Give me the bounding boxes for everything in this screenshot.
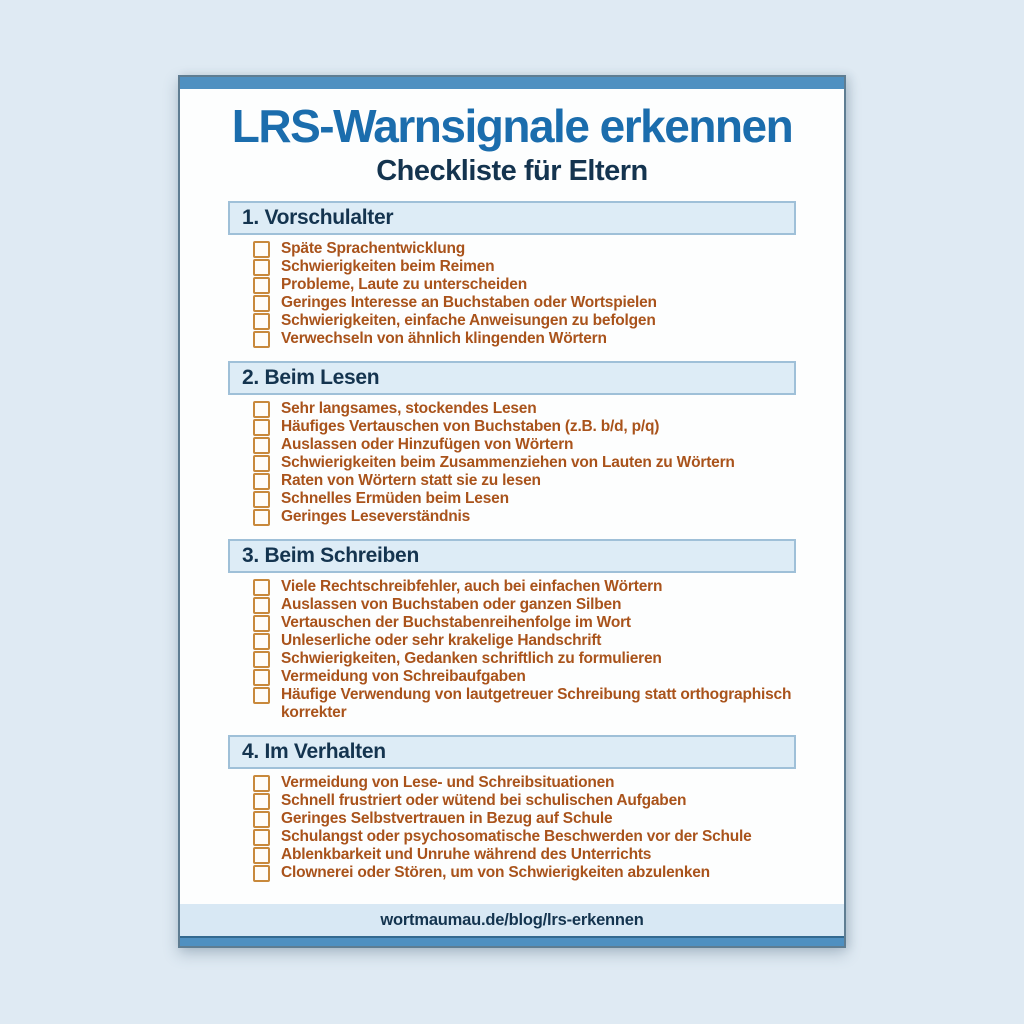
page-title: LRS-Warnsignale erkennen xyxy=(231,100,793,152)
checkbox-icon[interactable] xyxy=(253,277,270,294)
checklist-item xyxy=(253,312,796,330)
checklist-item-label: Unleserliche oder sehr krakelige Handschrift xyxy=(281,632,602,650)
checklist-item-label: Viele Rechtschreibfehler, auch bei einfachen Wörtern xyxy=(281,578,663,596)
checklist-item-label: Vertauschen der Buchstabenreihenfolge im Wort xyxy=(281,614,631,632)
checklist-item xyxy=(253,258,796,276)
checklist-item xyxy=(253,472,796,490)
checklist-item xyxy=(253,454,796,472)
top-accent-bar xyxy=(180,77,844,89)
checklist-item xyxy=(253,846,796,864)
checklist-item xyxy=(253,400,796,418)
checkbox-icon[interactable] xyxy=(253,437,270,454)
checklist-item-label: Geringes Selbstvertrauen in Bezug auf Schule xyxy=(281,810,613,828)
checkbox-icon[interactable] xyxy=(253,579,270,596)
checklist-item xyxy=(253,578,796,596)
section-heading xyxy=(228,539,796,573)
checkbox-icon[interactable] xyxy=(253,473,270,490)
checklist-card xyxy=(178,75,846,948)
checklist-item xyxy=(253,668,796,686)
checkbox-icon[interactable] xyxy=(253,865,270,882)
bottom-accent-bar xyxy=(180,936,844,946)
checklist-item-label: Geringes Leseverständnis xyxy=(281,508,471,526)
checkbox-icon[interactable] xyxy=(253,401,270,418)
checklist-item xyxy=(253,650,796,668)
checkbox-icon[interactable] xyxy=(253,419,270,436)
checklist-item xyxy=(253,490,796,508)
checklist-section xyxy=(228,361,796,526)
checklist-item xyxy=(253,792,796,810)
section-heading-label: 2. Beim Lesen xyxy=(242,366,380,390)
checklist-item-label: Schwierigkeiten, einfache Anweisungen zu befolgen xyxy=(281,312,656,330)
checklist-item-label: Späte Sprachentwicklung xyxy=(281,240,466,258)
checklist-item xyxy=(253,294,796,312)
section-items xyxy=(253,578,796,722)
checkbox-icon[interactable] xyxy=(253,241,270,258)
checklist-item-label: Geringes Interesse an Buchstaben oder Wortspielen xyxy=(281,294,657,312)
section-heading xyxy=(228,201,796,235)
checklist-item-label: Probleme, Laute zu unterscheiden xyxy=(281,276,527,294)
checklist-item-label: Häufiges Vertauschen von Buchstaben (z.B. b/d, p/q) xyxy=(281,418,660,436)
checklist-item-label: Schwierigkeiten beim Reimen xyxy=(281,258,495,276)
checkbox-icon[interactable] xyxy=(253,597,270,614)
checkbox-icon[interactable] xyxy=(253,491,270,508)
checkbox-icon[interactable] xyxy=(253,651,270,668)
section-items xyxy=(253,774,796,882)
checklist-item xyxy=(253,508,796,526)
checklist-item-label: Verwechseln von ähnlich klingenden Wörtern xyxy=(281,330,607,348)
checkbox-icon[interactable] xyxy=(253,847,270,864)
section-heading-label: 1. Vorschulalter xyxy=(242,206,394,230)
checkbox-icon[interactable] xyxy=(253,811,270,828)
checklist-item xyxy=(253,686,796,722)
sections xyxy=(180,201,844,904)
checkbox-icon[interactable] xyxy=(253,669,270,686)
checklist-item-label: Clownerei oder Stören, um von Schwierigkeiten abzulenken xyxy=(281,864,710,882)
checkbox-icon[interactable] xyxy=(253,793,270,810)
checklist-item-label: Schnelles Ermüden beim Lesen xyxy=(281,490,509,508)
checklist-item xyxy=(253,828,796,846)
checkbox-icon[interactable] xyxy=(253,509,270,526)
checklist-item xyxy=(253,596,796,614)
checklist-item-label: Ablenkbarkeit und Unruhe während des Unterrichts xyxy=(281,846,652,864)
checklist-item-label: Auslassen oder Hinzufügen von Wörtern xyxy=(281,436,574,454)
section-heading-label: 4. Im Verhalten xyxy=(242,740,386,764)
checkbox-icon[interactable] xyxy=(253,829,270,846)
checklist-item xyxy=(253,436,796,454)
section-items xyxy=(253,400,796,526)
checklist-item-label: Vermeidung von Lese- und Schreibsituationen xyxy=(281,774,615,792)
checkbox-icon[interactable] xyxy=(253,313,270,330)
section-heading-label: 3. Beim Schreiben xyxy=(242,544,419,568)
checklist-item xyxy=(253,240,796,258)
checklist-section xyxy=(228,735,796,882)
checklist-item-label: Schwierigkeiten beim Zusammenziehen von Lauten zu Wörtern xyxy=(281,454,735,472)
checklist-item-label: Sehr langsames, stockendes Lesen xyxy=(281,400,537,418)
checkbox-icon[interactable] xyxy=(253,615,270,632)
section-heading xyxy=(228,361,796,395)
checklist-item-label: Häufige Verwendung von lautgetreuer Schreibung statt orthographisch korrekter xyxy=(281,686,792,722)
checkbox-icon[interactable] xyxy=(253,775,270,792)
checklist-item xyxy=(253,330,796,348)
checklist-item xyxy=(253,810,796,828)
checklist-item-label: Schulangst oder psychosomatische Beschwerden vor der Schule xyxy=(281,828,752,846)
checklist-item-label: Schwierigkeiten, Gedanken schriftlich zu formulieren xyxy=(281,650,662,668)
checklist-section xyxy=(228,201,796,348)
section-heading xyxy=(228,735,796,769)
footer-url: wortmaumau.de/blog/lrs-erkennen xyxy=(380,910,644,929)
checkbox-icon[interactable] xyxy=(253,687,270,704)
checklist-item xyxy=(253,614,796,632)
checklist-item xyxy=(253,864,796,882)
checklist-section xyxy=(228,539,796,722)
checklist-item-label: Schnell frustriert oder wütend bei schulischen Aufgaben xyxy=(281,792,687,810)
checklist-item xyxy=(253,276,796,294)
checkbox-icon[interactable] xyxy=(253,455,270,472)
checklist-item xyxy=(253,774,796,792)
checklist-item-label: Vermeidung von Schreibaufgaben xyxy=(281,668,526,686)
footer-band xyxy=(180,904,844,936)
checklist-item-label: Raten von Wörtern statt sie zu lesen xyxy=(281,472,541,490)
checkbox-icon[interactable] xyxy=(253,295,270,312)
section-items xyxy=(253,240,796,348)
page-subtitle: Checkliste für Eltern xyxy=(376,154,648,187)
checklist-item xyxy=(253,418,796,436)
checkbox-icon[interactable] xyxy=(253,331,270,348)
checklist-item-label: Auslassen von Buchstaben oder ganzen Silben xyxy=(281,596,622,614)
checkbox-icon[interactable] xyxy=(253,633,270,650)
checkbox-icon[interactable] xyxy=(253,259,270,276)
checklist-item xyxy=(253,632,796,650)
